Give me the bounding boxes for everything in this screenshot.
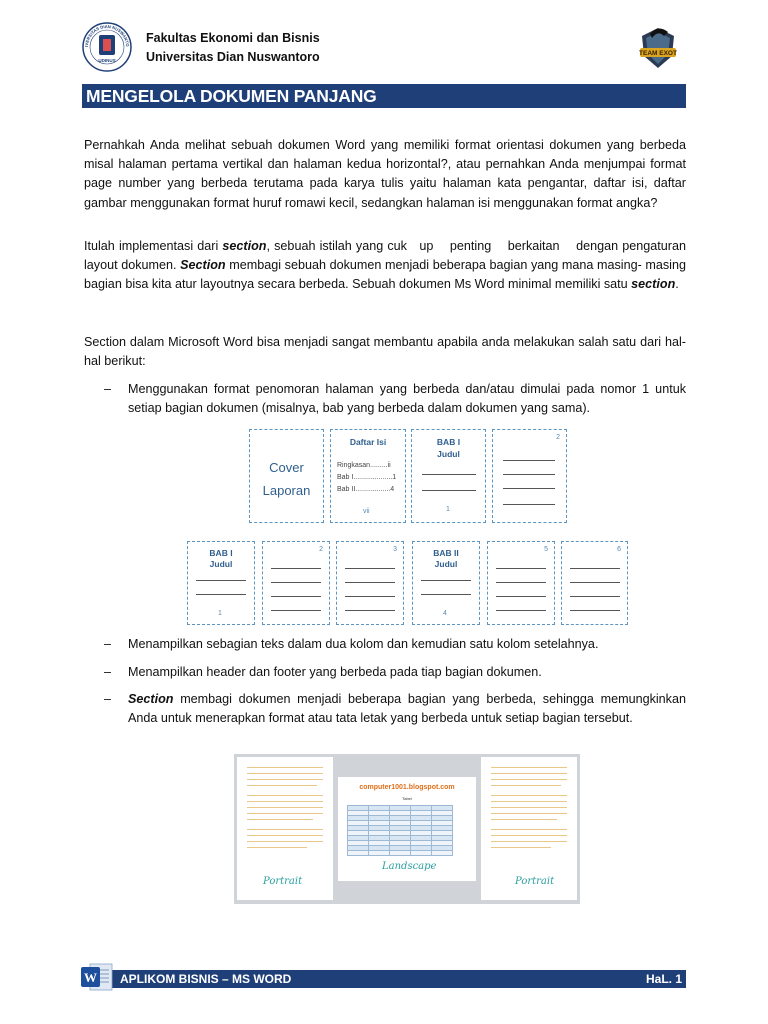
text-line xyxy=(196,580,246,581)
text-line xyxy=(570,610,620,611)
text-line xyxy=(503,504,555,505)
bullet-dash: – xyxy=(104,665,112,679)
text-line xyxy=(247,807,323,808)
text-line xyxy=(345,568,395,569)
university-name: Universitas Dian Nuswantoro xyxy=(146,50,320,64)
diagram-page-row2-6 xyxy=(561,541,628,625)
text-line xyxy=(503,488,555,489)
text-line xyxy=(271,596,321,597)
chapter-subtitle: Judul xyxy=(209,559,233,569)
text-line xyxy=(421,580,471,581)
bullet-dash: – xyxy=(104,382,112,396)
footer-bar xyxy=(112,970,686,988)
list-item xyxy=(104,690,686,728)
bullet-text xyxy=(128,690,686,728)
text-line xyxy=(496,582,546,583)
text-line xyxy=(247,841,323,842)
footer-course-title: APLIKOM BISNIS – MS WORD xyxy=(120,972,292,986)
ms-word-icon xyxy=(80,960,114,994)
text-line xyxy=(491,835,567,836)
orientation-figure xyxy=(234,754,580,904)
text-line xyxy=(503,460,555,461)
bullet-text: Menggunakan format penomoran halaman yang berbeda dan/atau dimulai pada nomor 1 untuk setiap bagian dokumen (misalnya, bab yang berbeda dalam dokumen yang sama). xyxy=(128,382,686,416)
text-line xyxy=(422,474,476,475)
text-line xyxy=(491,819,557,820)
list-item xyxy=(104,380,686,418)
diagram-page-row2-5 xyxy=(487,541,555,625)
list-item xyxy=(104,635,686,654)
bullet-text: Menampilkan sebagian teks dalam dua kolom dan kemudian satu kolom setelahnya. xyxy=(128,637,599,651)
diagram-page-2 xyxy=(492,429,567,523)
p2-text-a: Itulah implementasi dari xyxy=(84,239,223,253)
university-logo-abbr: UDINUS xyxy=(98,58,116,63)
diagram-page-toc xyxy=(330,429,406,523)
diagram-page-cover xyxy=(249,429,324,523)
page-number: vii xyxy=(363,508,370,515)
text-line xyxy=(570,568,620,569)
text-line xyxy=(247,829,323,830)
landscape-page xyxy=(338,777,476,881)
page-number: 1 xyxy=(446,506,450,513)
toc-row: Ringkasan.........ii xyxy=(337,462,391,469)
text-line xyxy=(491,801,567,802)
toc-row: Bab I....................1 xyxy=(337,474,397,481)
p2-text-e: membagi sebuah dokumen menjadi beberapa bagian yang mana masing- masing bagian bisa kita atur layoutnya secara berbeda. Sebuah dokumen Ms Word minimal memiliki satu xyxy=(84,258,686,292)
page-number: 4 xyxy=(443,610,447,617)
chapter-subtitle: Judul xyxy=(434,559,458,569)
text-line xyxy=(247,779,323,780)
text-line xyxy=(345,596,395,597)
text-line xyxy=(247,767,323,768)
university-logo-ring-text: IVERSITAS DIAN NUSWANTO xyxy=(83,23,131,47)
bullet-emphasis-section: Section xyxy=(128,692,174,706)
diagram-page-bab2 xyxy=(412,541,480,625)
text-line xyxy=(345,610,395,611)
cover-title-line1: Cover xyxy=(269,460,304,475)
text-line xyxy=(247,847,307,848)
blog-url: computer1001.blogspot.com xyxy=(359,784,455,791)
toc-row: Bab II..................4 xyxy=(337,486,395,493)
p2-emphasis-section-2: Section xyxy=(180,258,226,273)
text-line xyxy=(271,610,321,611)
text-line xyxy=(491,767,567,768)
page-title: MENGELOLA DOKUMEN PANJANG xyxy=(82,84,686,108)
text-line xyxy=(196,594,246,595)
text-line xyxy=(491,785,561,786)
text-line xyxy=(491,847,551,848)
bullet-text-rest: membagi dokumen menjadi beberapa bagian yang berbeda, sehingga memungkinkan Anda untuk menerapkan format atau tata letak yang berbeda untuk setiap bagian tersebut. xyxy=(128,692,686,726)
text-line xyxy=(496,610,546,611)
text-line xyxy=(491,779,567,780)
p2-text-g: . xyxy=(675,277,679,292)
text-line xyxy=(570,582,620,583)
caption-landscape: Landscape xyxy=(382,861,437,872)
toc-title: Daftar Isi xyxy=(349,437,387,447)
diagram-page-bab1 xyxy=(411,429,486,523)
chapter-title: BAB I xyxy=(209,548,233,558)
text-line xyxy=(503,474,555,475)
paragraph-uses: Section dalam Microsoft Word bisa menjadi sangat membantu apabila anda melakukan salah satu dari hal-hal berikut: xyxy=(84,335,686,369)
text-line xyxy=(247,819,313,820)
page-number: 2 xyxy=(319,546,323,553)
text-line xyxy=(247,835,323,836)
chapter-subtitle: Judul xyxy=(437,449,460,459)
footer-page-number: HaL. 1 xyxy=(645,972,682,986)
diagram-page-bab1-restart xyxy=(187,541,255,625)
caption-portrait-right: Portrait xyxy=(515,876,555,887)
text-line xyxy=(491,773,567,774)
diagram-page-row2-2 xyxy=(262,541,330,625)
text-line xyxy=(491,807,567,808)
text-line xyxy=(271,568,321,569)
team-logo xyxy=(632,22,684,74)
chapter-title: BAB I xyxy=(436,437,461,447)
text-line xyxy=(422,490,476,491)
cover-title-line2: Laporan xyxy=(262,483,311,498)
portrait-page-right xyxy=(481,757,577,900)
page-number: 1 xyxy=(218,610,222,617)
diagram-page-row2-3 xyxy=(336,541,404,625)
page-number: 5 xyxy=(544,546,548,553)
text-line xyxy=(247,795,323,796)
list-item xyxy=(104,663,686,682)
p2-emphasis-section-3: section xyxy=(631,277,676,292)
text-line xyxy=(345,582,395,583)
bullet-text: Menampilkan header dan footer yang berbeda pada tiap bagian dokumen. xyxy=(128,665,542,679)
paragraph-section-definition xyxy=(84,237,690,295)
page-number: 6 xyxy=(617,546,621,553)
header-text xyxy=(146,29,320,67)
caption-portrait-left: Portrait xyxy=(263,876,303,887)
faculty-name: Fakultas Ekonomi dan Bisnis xyxy=(146,31,320,45)
word-icon-letter: W xyxy=(84,970,97,985)
page-number: 3 xyxy=(393,546,397,553)
text-line xyxy=(271,582,321,583)
text-line xyxy=(247,773,323,774)
university-logo xyxy=(82,22,132,72)
chapter-title: BAB II xyxy=(433,548,459,558)
text-line xyxy=(247,801,323,802)
text-line xyxy=(491,813,567,814)
team-logo-text: TEAM EXOT xyxy=(639,50,677,57)
sample-table xyxy=(347,805,453,856)
p2-emphasis-section: section xyxy=(222,239,267,253)
page-number: 2 xyxy=(556,434,560,441)
text-line xyxy=(496,568,546,569)
bullet-dash: – xyxy=(104,637,112,651)
text-line xyxy=(491,795,567,796)
paragraph-intro: Pernahkah Anda melihat sebuah dokumen Word yang memiliki format orientasi dokumen yang berbeda misal halaman pertama vertikal dan halaman kedua horizontal?, atau pernahkan Anda menjumpai format page number yang berbeda terutama pada karya tulis yaitu halaman kata pengantar, daftar isi, daftar gambar menggunakan format huruf romawi kecil, sedangkan halaman isi menggunakan format angka? xyxy=(84,138,686,210)
text-line xyxy=(421,594,471,595)
bullet-dash: – xyxy=(104,692,112,706)
text-line xyxy=(491,841,567,842)
text-line xyxy=(247,813,323,814)
text-line xyxy=(491,829,567,830)
portrait-page-left xyxy=(237,757,333,900)
p2-text-c: , sebuah istilah yang cuk up penting berkaitan dengan pengaturan layout dokumen. xyxy=(84,239,690,273)
text-line xyxy=(570,596,620,597)
text-line xyxy=(496,596,546,597)
text-line xyxy=(247,785,317,786)
table-title: Tabel xyxy=(402,796,412,801)
